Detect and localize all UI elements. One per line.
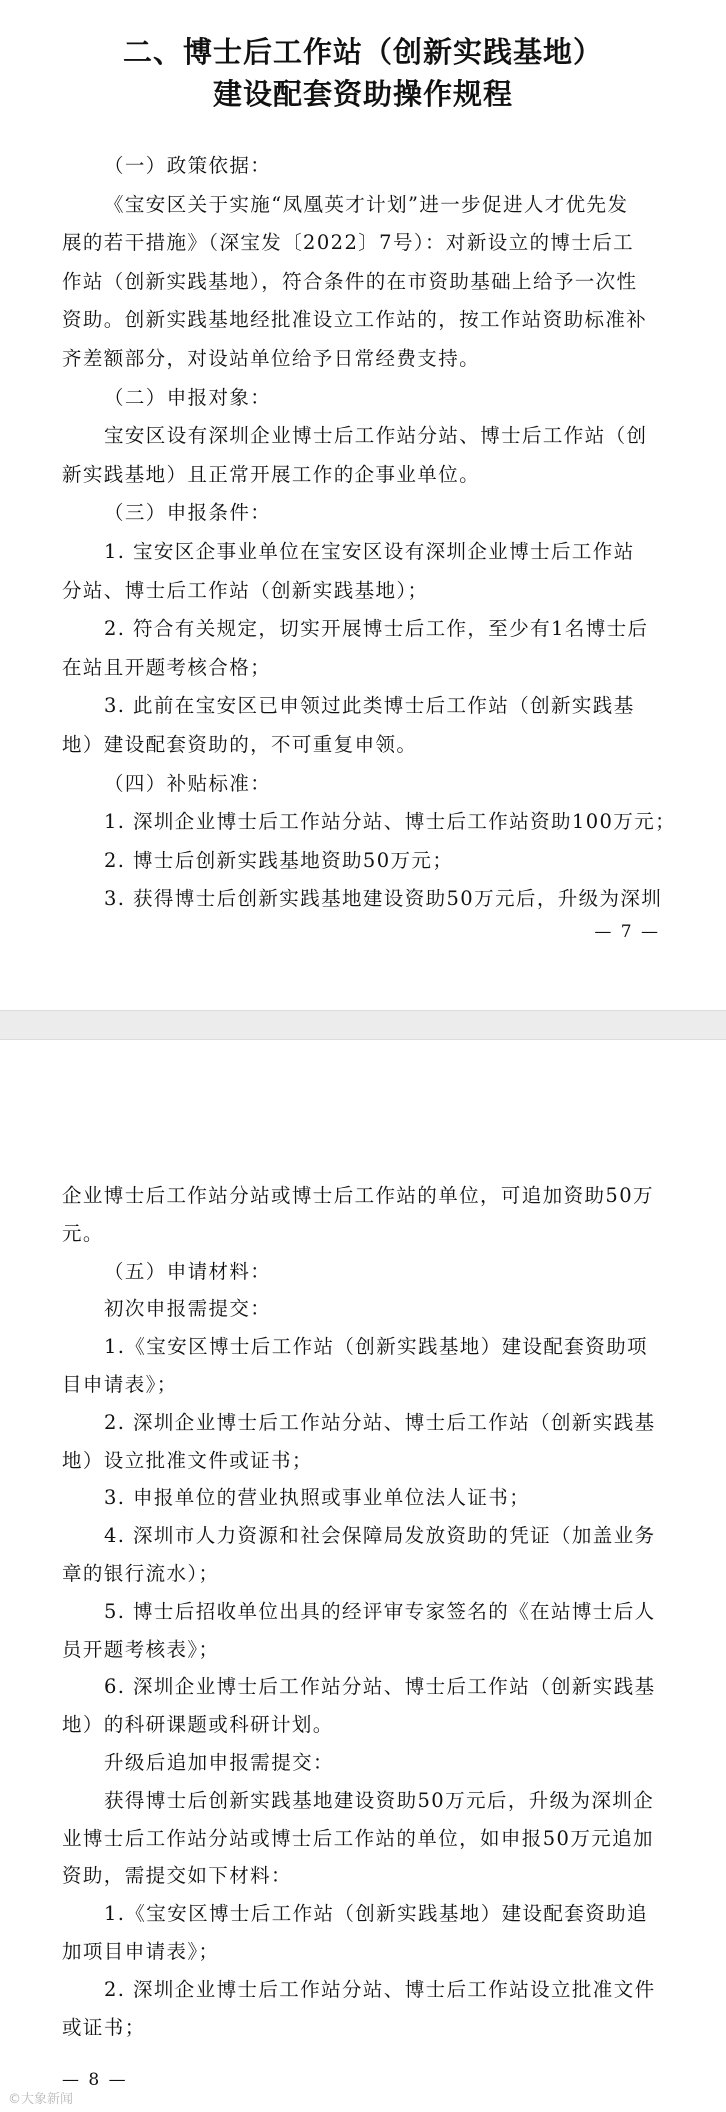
document-page-8 [0,1040,726,2112]
text-line: 章的银行流水）； [62,1562,220,1585]
text-line: 齐差额部分，对设站单位给予日常经费支持。 [62,347,481,370]
text-line: 《宝安区关于实施“凤凰英才计划”进一步促进人才优先发 [104,192,629,216]
text-line: 初次申报需提交： [104,1297,272,1321]
text-line: 6. 深圳企业博士后工作站分站、博士后工作站（创新实践基 [104,1675,656,1699]
text-line: 3. 此前在宝安区已申领过此类博士后工作站（创新实践基 [104,694,635,718]
text-line: 新实践基地）且正常开展工作的企事业单位。 [62,462,481,486]
text-line: 升级后追加申报需提交： [104,1751,334,1774]
text-line: 1.《宝安区博士后工作站（创新实践基地）建设配套资助项 [104,1335,648,1359]
page-separator [0,1010,726,1040]
document-title-line-1: 二、博士后工作站（创新实践基地） [122,35,603,69]
text-line: 地）设立批准文件或证书； [62,1448,313,1472]
text-line: 或证书； [62,2015,146,2039]
text-line: 3. 获得博士后创新实践基地建设资助50万元后，升级为深圳 [104,887,663,911]
text-line: 在站且开题考核合格； [62,655,272,679]
text-line: 宝安区设有深圳企业博士后工作站分站、博士后工作站（创 [104,424,648,448]
text-line: 5. 博士后招收单位出具的经评审专家签名的《在站博士后人 [104,1599,656,1623]
text-line: 资助，需提交如下材料： [62,1864,292,1888]
text-line: 分站、博士后工作站（创新实践基地）； [62,578,429,602]
text-line: 1. 宝安区企事业单位在宝安区设有深圳企业博士后工作站 [104,540,635,563]
text-line: 企业博士后工作站分站或博士后工作站的单位，可追加资助50万 [62,1184,654,1207]
text-line: 地）建设配套资助的，不可重复申领。 [62,733,418,756]
document-page-7 [0,0,726,1010]
text-line: 业博士后工作站分站或博士后工作站的单位，如申报50万元追加 [62,1826,654,1850]
text-line: 2. 博士后创新实践基地资助50万元； [104,848,454,872]
text-line: 4. 深圳市人力资源和社会保障局发放资助的凭证（加盖业务 [104,1524,656,1548]
text-line: 3. 申报单位的营业执照或事业单位法人证书； [104,1486,531,1510]
text-line: 作站（创新实践基地），符合条件的在市资助基础上给予一次性 [62,269,638,293]
text-line: （二）申报对象： [104,385,272,409]
text-line: 2. 符合有关规定，切实开展博士后工作，至少有1名博士后 [104,617,649,641]
page-number-8: — 8 — [62,2070,128,2090]
text-line: 资助。创新实践基地经批准设立工作站的，按工作站资助标准补 [62,308,648,332]
text-line: （三）申报条件： [104,501,272,525]
page-number-7: — 7 — [594,922,660,942]
text-line: （四）补贴标准： [104,771,272,795]
text-line: 元。 [62,1221,104,1245]
text-line: （一）政策依据： [104,154,272,177]
text-line: 获得博士后创新实践基地建设资助50万元后，升级为深圳企 [104,1788,655,1812]
text-line: 展的若干措施》（深宝发〔2022〕7号）：对新设立的博士后工 [62,231,635,255]
text-line: 目申请表》； [62,1373,178,1396]
text-line: 2. 深圳企业博士后工作站分站、博士后工作站设立批准文件 [104,1977,656,2001]
text-line: 1. 深圳企业博士后工作站分站、博士后工作站资助100万元； [104,810,677,834]
text-line: 2. 深圳企业博士后工作站分站、博士后工作站（创新实践基 [104,1410,656,1434]
watermark-logo: ©大象新闻 [8,2092,74,2107]
text-line: 地）的科研课题或科研计划。 [62,1713,334,1737]
text-line: （五）申请材料： [104,1259,272,1283]
document-title-line-2: 建设配套资助操作规程 [212,77,513,111]
text-line: 1.《宝安区博士后工作站（创新实践基地）建设配套资助追 [104,1902,648,1926]
text-line: 加项目申请表》； [62,1940,220,1963]
text-line: 员开题考核表》； [62,1637,220,1661]
